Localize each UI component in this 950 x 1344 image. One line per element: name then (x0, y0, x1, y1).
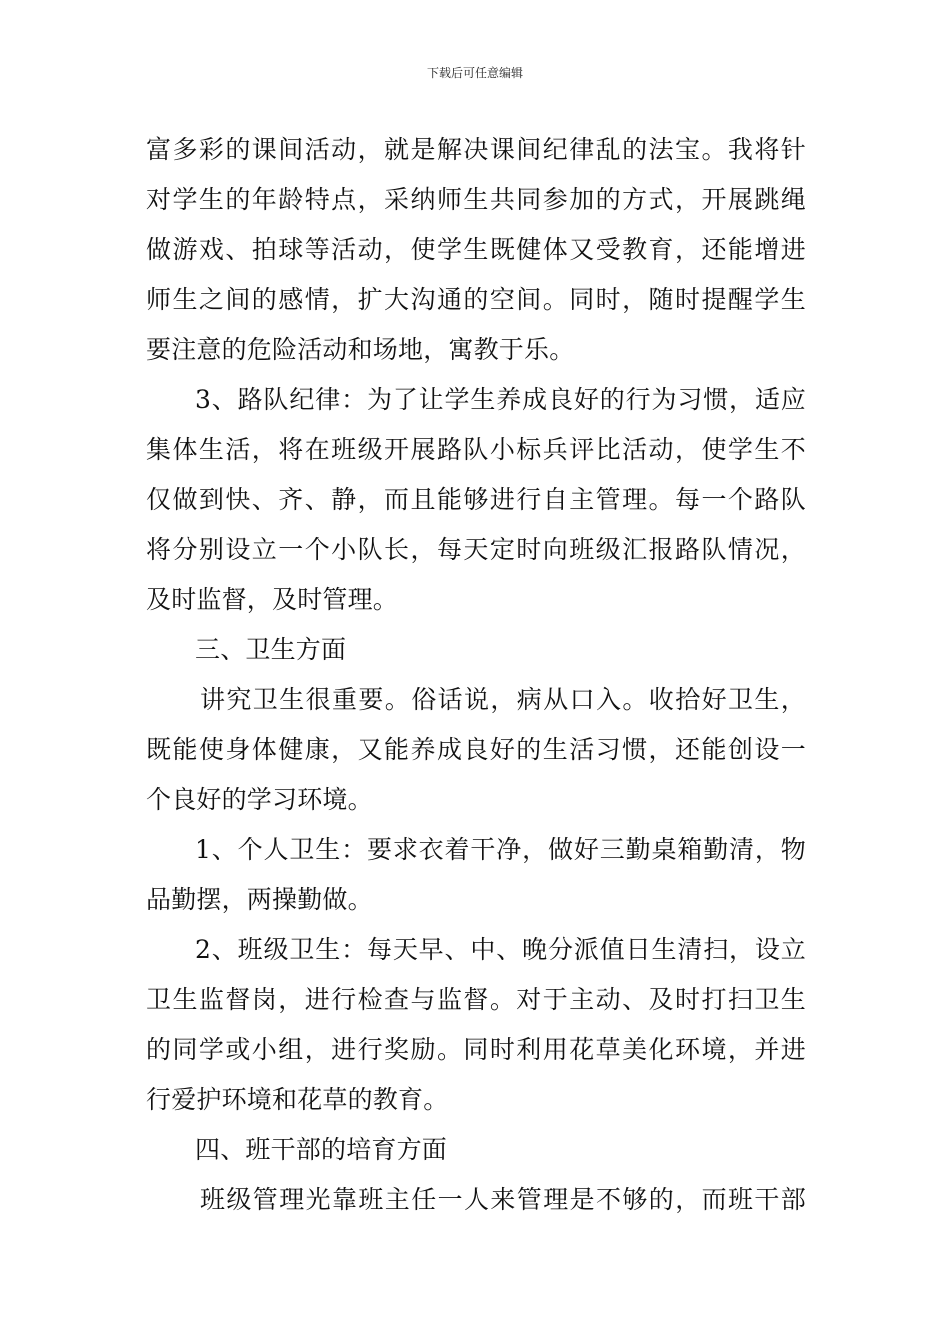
section-heading: 三、卫生方面 (195, 635, 347, 664)
section-heading: 四、班干部的培育方面 (195, 1135, 448, 1164)
text-line: 及时监督，及时管理。 (146, 585, 399, 614)
paragraph-start-line: 班级管理光靠班主任一人来管理是不够的，而班干部 (200, 1185, 806, 1214)
text-line: 卫生监督岗，进行检查与监督。对于主动、及时打扫卫生 (146, 985, 806, 1014)
paragraph-start-line: 1、个人卫生：要求衣着干净，做好三勤桌箱勤清，物 (195, 835, 806, 864)
paragraph-start-line: 讲究卫生很重要。俗话说，病从口入。收拾好卫生， (200, 685, 806, 714)
text-line: 品勤摆，两操勤做。 (146, 885, 373, 914)
paragraph-start-line: 3、路队纪律：为了让学生养成良好的行为习惯，适应 (195, 385, 806, 414)
page-header: 下载后可任意编辑 (426, 66, 523, 80)
text-line: 既能使身体健康，又能养成良好的生活习惯，还能创设一 (146, 735, 806, 764)
text-line: 的同学或小组，进行奖励。同时利用花草美化环境，并进 (146, 1035, 806, 1064)
text-line: 个良好的学习环境。 (146, 785, 373, 814)
text-line: 集体生活，将在班级开展路队小标兵评比活动，使学生不 (146, 435, 806, 464)
text-line: 富多彩的课间活动，就是解决课间纪律乱的法宝。我将针 (146, 135, 806, 164)
text-line: 将分别设立一个小队长，每天定时向班级汇报路队情况， (146, 535, 806, 564)
text-line: 师生之间的感情，扩大沟通的空间。同时，随时提醒学生 (146, 285, 806, 314)
text-line: 行爱护环境和花草的教育。 (146, 1085, 449, 1114)
paragraph-start-line: 2、班级卫生：每天早、中、晚分派值日生清扫，设立 (195, 935, 806, 964)
text-line: 做游戏、拍球等活动，使学生既健体又受教育，还能增进 (146, 235, 806, 264)
text-line: 对学生的年龄特点，采纳师生共同参加的方式，开展跳绳 (146, 185, 806, 214)
text-line: 要注意的危险活动和场地，寓教于乐。 (146, 335, 575, 364)
text-line: 仅做到快、齐、静，而且能够进行自主管理。每一个路队 (146, 485, 806, 514)
document-body (146, 130, 806, 1230)
